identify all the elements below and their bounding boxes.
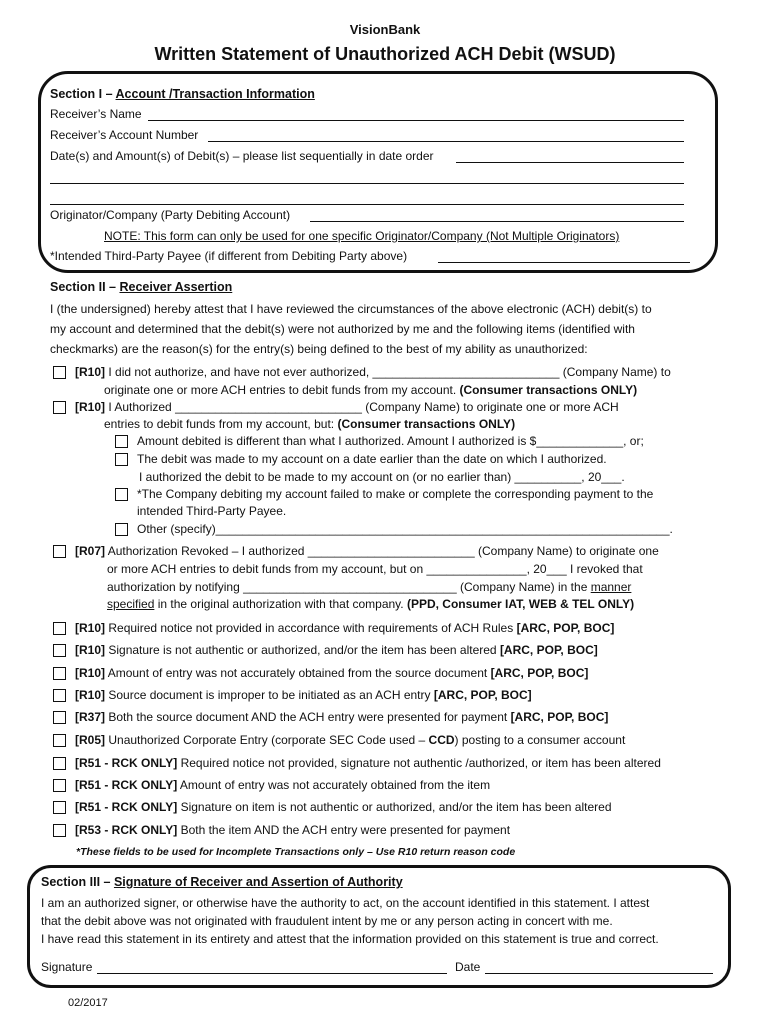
checklist-item: [R10] Amount of entry was not accurately obtained from the source document [ARC, POP, BOC] <box>75 666 589 680</box>
debits-field-1[interactable] <box>456 162 684 163</box>
section3-heading: Section III – Signature of Receiver and Assertion of Authority <box>41 875 403 889</box>
checkbox-amount-different[interactable] <box>115 435 128 448</box>
third-party-text: *The Company debiting my account failed to make or complete the corresponding payment to the <box>137 487 654 501</box>
date-earlier-detail: I authorized the debit to be made to my account on (or no earlier than) __________, 20___. <box>139 470 625 484</box>
r07-line3: authorization by notifying ________________________________ (Company Name) in the manner <box>107 580 632 594</box>
r10-authorized-line2: entries to debit funds from my account, but: (Consumer transactions ONLY) <box>104 417 516 431</box>
checkbox-item[interactable] <box>53 644 66 657</box>
checklist-item: [R10] Source document is improper to be initiated as an ACH entry [ARC, POP, BOC] <box>75 688 532 702</box>
checkbox-r10-not-authorized[interactable] <box>53 366 66 379</box>
attest-line-1: I am an authorized signer, or otherwise have the authority to act, on the account identified in this statement. I attest <box>41 896 650 910</box>
checkbox-item[interactable] <box>53 757 66 770</box>
intro-line-2: my account and determined that the debit(s) were not authorized by me and the following items (identified with <box>50 322 635 336</box>
checkbox-r10-authorized-but[interactable] <box>53 401 66 414</box>
date-label: Date <box>455 960 481 974</box>
date-earlier-text: The debit was made to my account on a date earlier than the date on which I authorized. <box>137 452 607 466</box>
checklist-item: [R51 - RCK ONLY] Signature on item is not authentic or authorized, and/or the item has been altered <box>75 800 612 814</box>
debits-field-3[interactable] <box>50 204 684 205</box>
other-text: Other (specify)____________________________________________________________________. <box>137 522 673 536</box>
section1-heading: Section I – Account /Transaction Information <box>50 87 315 101</box>
amount-different-text: Amount debited is different than what I authorized. Amount I authorized is $_____________, or; <box>137 434 644 448</box>
checklist-item: [R10] Signature is not authentic or authorized, and/or the item has been altered [ARC, POP, BOC] <box>75 643 598 657</box>
section2-heading: Section II – Receiver Assertion <box>50 280 233 294</box>
checkbox-item[interactable] <box>53 734 66 747</box>
checklist-item: [R51 - RCK ONLY] Amount of entry was not accurately obtained from the item <box>75 778 491 792</box>
checkbox-item[interactable] <box>53 711 66 724</box>
checkbox-r07-revoked[interactable] <box>53 545 66 558</box>
third-party-text-2: intended Third-Party Payee. <box>137 504 287 518</box>
checklist-item: [R37] Both the source document AND the ACH entry were presented for payment [ARC, POP, BOC] <box>75 710 609 724</box>
receiver-account-label: Receiver’s Account Number <box>50 128 199 142</box>
receiver-account-field[interactable] <box>208 141 684 142</box>
r07-line4: specified in the original authorization with that company. (PPD, Consumer IAT, WEB & TEL ONLY) <box>107 597 635 611</box>
checkbox-item[interactable] <box>53 622 66 635</box>
attest-line-3: I have read this statement in its entirety and attest that the information provided on this statement is true and correct. <box>41 932 659 946</box>
r07-line1: [R07] Authorization Revoked – I authorized _________________________ (Company Name) to originate one <box>75 544 659 558</box>
r10-not-authorized-line1: [R10] I did not authorize, and have not ever authorized, ____________________________ (Company Name) to <box>75 365 671 379</box>
receiver-name-label: Receiver’s Name <box>50 107 142 121</box>
checklist-item: [R51 - RCK ONLY] Required notice not provided, signature not authentic /authorized, or item has been altered <box>75 756 661 770</box>
signature-field[interactable] <box>97 973 447 974</box>
checkbox-item[interactable] <box>53 689 66 702</box>
intro-line-1: I (the undersigned) hereby attest that I have reviewed the circumstances of the above electronic (ACH) debit(s) to <box>50 302 652 316</box>
bank-name: VisionBank <box>349 22 421 37</box>
checklist-item: [R53 - RCK ONLY] Both the item AND the ACH entry were presented for payment <box>75 823 511 837</box>
form-title: Written Statement of Unauthorized ACH Debit (WSUD) <box>154 44 616 64</box>
r10-not-authorized-line2: originate one or more ACH entries to debit funds from my account. (Consumer transactions ONLY) <box>104 383 638 397</box>
note-text: NOTE: This form can only be used for one specific Originator/Company (Not Multiple Originators) <box>104 229 620 243</box>
date-field[interactable] <box>485 973 713 974</box>
checkbox-item[interactable] <box>53 667 66 680</box>
receiver-name-field[interactable] <box>148 120 684 121</box>
intro-line-3: checkmarks) are the reason(s) for the entry(s) being defined to the best of my ability as unauthorized: <box>50 342 588 356</box>
r10-authorized-line1: [R10] I Authorized ____________________________ (Company Name) to originate one or more ACH <box>75 400 619 414</box>
checkbox-date-earlier[interactable] <box>115 453 128 466</box>
checklist-item: [R05] Unauthorized Corporate Entry (corporate SEC Code used – CCD) posting to a consumer account <box>75 733 626 747</box>
originator-label: Originator/Company (Party Debiting Account) <box>50 208 291 222</box>
checkbox-third-party[interactable] <box>115 488 128 501</box>
r07-line2: or more ACH entries to debit funds from my account, but on _______________, 20___ I revoked that <box>107 562 643 576</box>
footer-date: 02/2017 <box>68 997 108 1009</box>
checkbox-other[interactable] <box>115 523 128 536</box>
attest-line-2: that the debit above was not originated with fraudulent intent by me or any person acting in concert with me. <box>41 914 613 928</box>
debits-field-2[interactable] <box>50 183 684 184</box>
debits-label: Date(s) and Amount(s) of Debit(s) – please list sequentially in date order <box>50 149 434 163</box>
signature-label: Signature <box>41 960 93 974</box>
checkbox-item[interactable] <box>53 801 66 814</box>
checkbox-item[interactable] <box>53 779 66 792</box>
checkbox-item[interactable] <box>53 824 66 837</box>
checklist-item: [R10] Required notice not provided in accordance with requirements of ACH Rules [ARC, POP, BOC] <box>75 621 615 635</box>
footnote: *These fields to be used for Incomplete Transactions only – Use R10 return reason code <box>76 846 516 858</box>
originator-field[interactable] <box>310 221 684 222</box>
payee-field[interactable] <box>438 262 690 263</box>
payee-label: *Intended Third-Party Payee (if different from Debiting Party above) <box>50 249 408 263</box>
